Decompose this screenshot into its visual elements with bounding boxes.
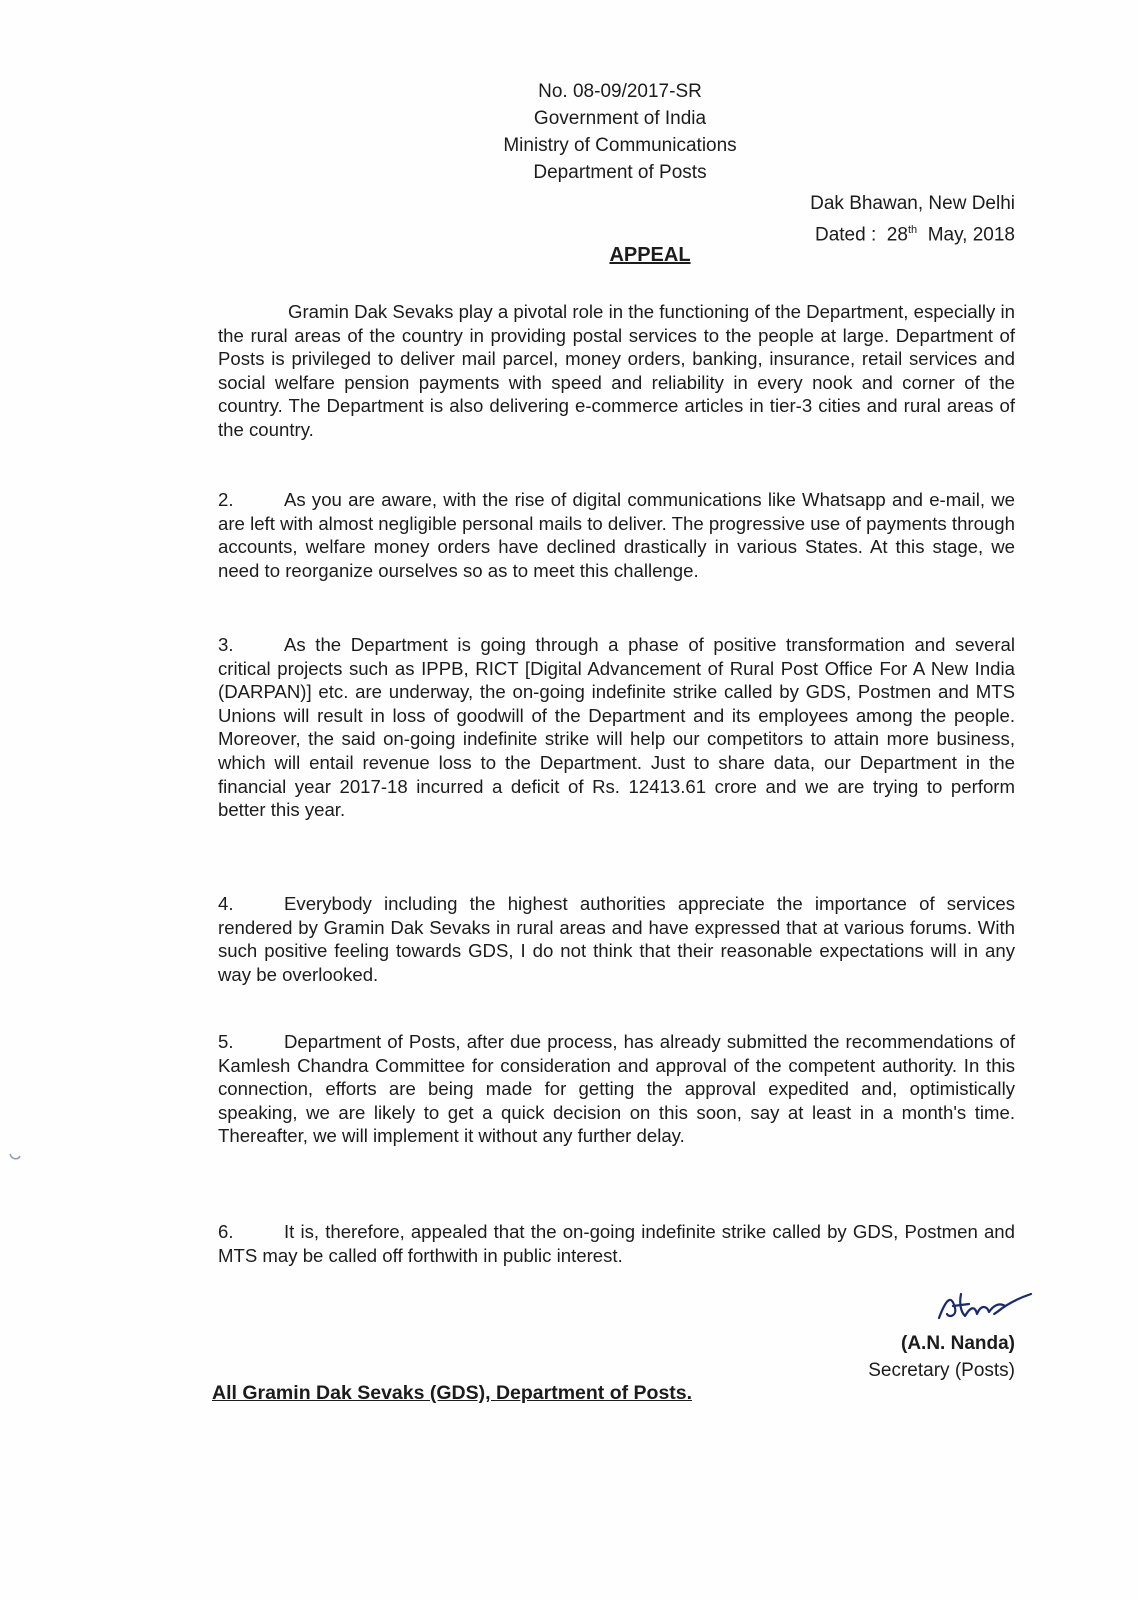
paragraph-6 — [218, 1220, 1015, 1267]
dated-label: Dated : — [814, 224, 877, 246]
paragraph-text: Everybody including the highest authorities appreciate the importance of services rendered by Gramin Dak Sevaks in rural areas and have expressed that at various forums. With such positive feeling towards GDS, I do not think that their reasonable expectations will in any way be overlooked. — [218, 893, 1015, 985]
place-date-block — [700, 190, 1015, 248]
date-month-year: May, 2018 — [927, 224, 1015, 246]
paragraph-1 — [218, 300, 1015, 442]
paragraph-text: It is, therefore, appealed that the on-going indefinite strike called by GDS, Postmen and MTS may be called off forthwith in public interest. — [218, 1221, 1015, 1266]
paragraph-number: 4. — [218, 893, 234, 914]
paragraph-text: As the Department is going through a phase of positive transformation and several critical projects such as IPPB, RICT [Digital Advancement of Rural Post Office For A New India (DARPAN)] etc. are underway, the on-going indefinite strike called by GDS, Postmen and MTS Unions will result in loss of goodwill of the Department and its employees among the people. Moreover, the said on-going indefinite strike will help our competitors to attain more business, which will entail revenue loss to the Department. Just to share data, our Department in the financial year 2017-18 incurred a deficit of Rs. 12413.61 crore and we are trying to perform better this year. — [218, 634, 1015, 821]
letter-header — [430, 78, 810, 186]
scan-mark-icon — [8, 1150, 22, 1164]
addressee-line: All Gramin Dak Sevaks (GDS), Department of Posts. — [212, 1382, 693, 1404]
paragraph-5 — [218, 1030, 1015, 1148]
handwritten-signature — [935, 1288, 1035, 1328]
paragraph-3 — [218, 633, 1015, 822]
date-day: 28 — [886, 224, 908, 246]
appeal-title: APPEAL — [609, 244, 691, 266]
paragraph-text: Department of Posts, after due process, has already submitted the recommendations of Kamlesh Chandra Committee for consideration and approval of the competent authority. In this connection, efforts are being made for getting the approval expedited and, optimistically speaking, we are likely to get a quick decision on this soon, say at least in a month's time. Thereafter, we will implement it without any further delay. — [218, 1031, 1015, 1147]
paragraph-text: Gramin Dak Sevaks play a pivotal role in the functioning of the Department, especially in the rural areas of the country in providing postal services to the people at large. Department of Posts is privileged to deliver mail parcel, money orders, banking, insurance, retail services and social welfare pension payments with speed and reliability in every nook and corner of the country. The Department is also delivering e-commerce articles in tier-3 cities and rural areas of the country. — [218, 301, 1015, 440]
paragraph-number: 3. — [218, 634, 234, 655]
date-line — [700, 217, 1015, 248]
date-day-suffix: th — [907, 224, 918, 236]
paragraph-number: 6. — [218, 1221, 234, 1242]
government-line: Government of India — [533, 108, 707, 129]
place-line: Dak Bhawan, New Delhi — [810, 193, 1015, 214]
paragraph-text: As you are aware, with the rise of digital communications like Whatsapp and e-mail, we are left with almost negligible personal mails to deliver. The progressive use of payments through accounts, welfare money orders have declined drastically in various States. At this stage, we need to reorganize ourselves so as to meet this challenge. — [218, 489, 1015, 581]
signature-block — [800, 1330, 1015, 1384]
paragraph-number: 5. — [218, 1031, 234, 1052]
reference-number: No. 08-09/2017-SR — [538, 81, 702, 102]
signatory-name: (A.N. Nanda) — [901, 1333, 1015, 1354]
paragraph-2 — [218, 488, 1015, 582]
paragraph-number: 2. — [218, 489, 234, 510]
ministry-line: Ministry of Communications — [503, 135, 737, 156]
department-line: Department of Posts — [533, 162, 707, 183]
signatory-designation: Secretary (Posts) — [868, 1360, 1015, 1381]
paragraph-4 — [218, 892, 1015, 986]
